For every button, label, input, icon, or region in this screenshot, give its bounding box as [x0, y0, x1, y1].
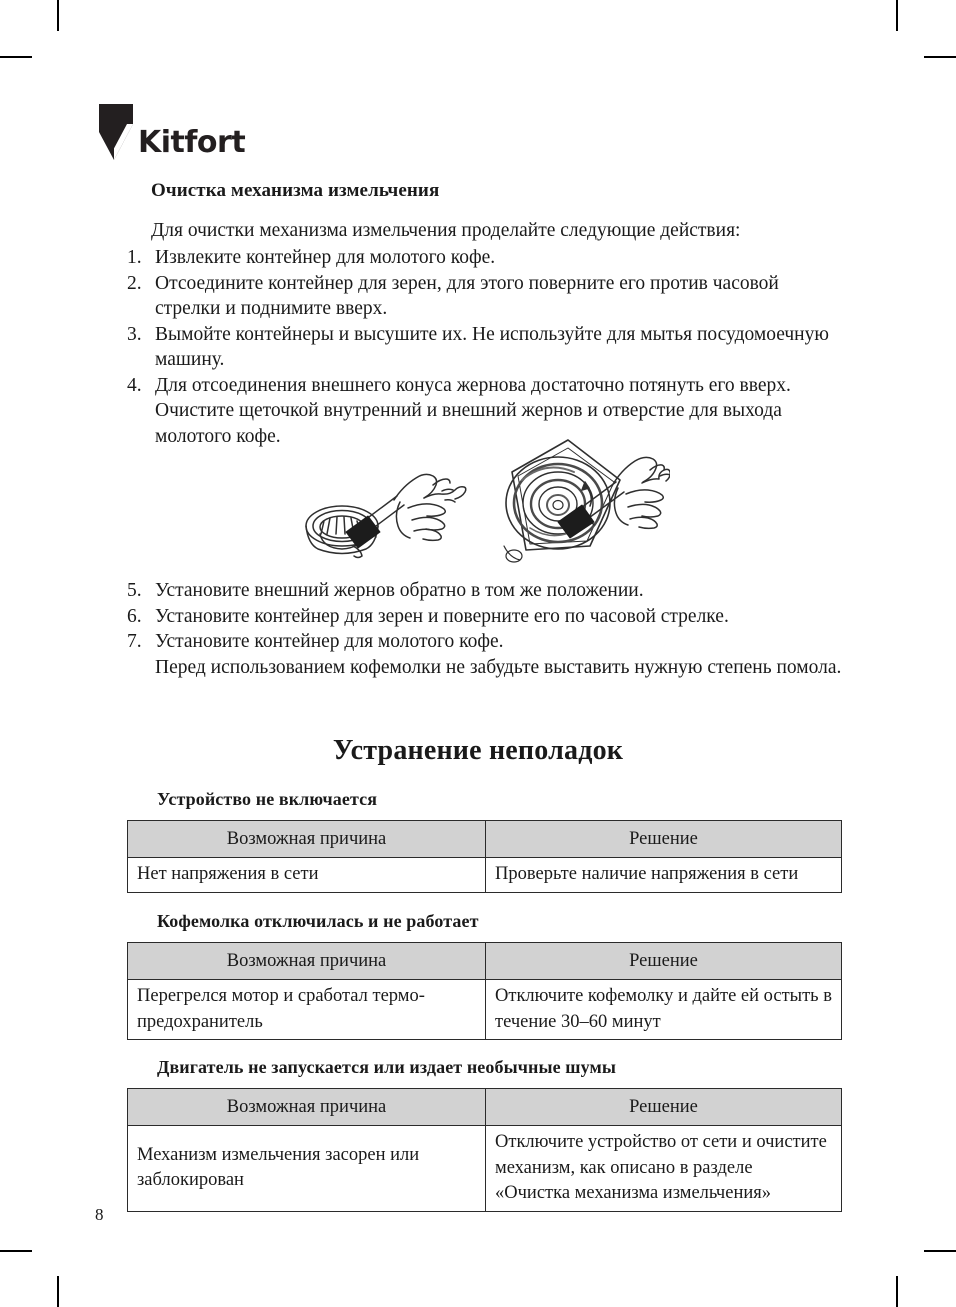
troubleshooting-block-heading-3: Двигатель не запускается или издает необычные шумы	[157, 1057, 616, 1077]
crop-mark-bottom-right-horizontal	[924, 1250, 956, 1252]
list-item	[127, 271, 843, 322]
list-item-number: 6.	[127, 605, 142, 627]
table-header-row	[128, 1089, 842, 1126]
table-header-row	[128, 943, 842, 980]
figure-inner-burr	[504, 440, 670, 562]
list-item	[127, 604, 843, 630]
list-item-number: 7.	[127, 631, 142, 652]
list-item-number: 5.	[127, 580, 142, 601]
list-item-text: Отсоедините контейнер для зерен, для этого поверните его против часовой стрелки и поднимите вверх.	[155, 272, 779, 319]
section-intro: Для очистки механизма измельчения проделайте следующие действия:	[151, 220, 741, 241]
list-item	[127, 245, 843, 271]
column-header-solution: Решение	[486, 1089, 842, 1126]
column-header-solution: Решение	[486, 821, 842, 858]
list-item-text: Установите контейнер для молотого кофе.	[155, 631, 504, 652]
brand-wordmark: Kitfort	[138, 125, 246, 160]
column-header-cause: Возможная причина	[128, 943, 486, 980]
column-header-solution: Решение	[486, 943, 842, 980]
figure-outer-burr	[306, 474, 466, 557]
section-heading: Очистка механизма измельчения	[151, 180, 440, 201]
table-row	[128, 980, 842, 1040]
page-number: 8	[95, 1205, 104, 1224]
cell-solution: Отключите устройство от сети и очистите механизм, как описано в разделе «Очистка механизма измельчения»	[486, 1126, 842, 1212]
brand-logo	[97, 96, 337, 162]
list-item	[127, 322, 843, 373]
column-header-cause: Возможная причина	[128, 821, 486, 858]
cleaning-steps-list-part2	[127, 578, 843, 680]
crop-mark-top-right-horizontal	[924, 56, 956, 58]
kitfort-logo-mark-icon	[97, 102, 135, 162]
list-item-text: Установите внешний жернов обратно в том же положении.	[155, 580, 644, 601]
crop-mark-top-right-vertical	[896, 0, 898, 31]
cleaning-illustrations	[290, 428, 670, 576]
list-item-text: Извлеките контейнер для молотого кофе.	[155, 247, 496, 268]
cell-solution: Отключите кофемолку и дайте ей остыть в течение 30–60 минут	[486, 980, 842, 1040]
table-header-row	[128, 821, 842, 858]
page-title: Устранение неполадок	[332, 735, 624, 766]
troubleshooting-table-2	[127, 942, 842, 1040]
column-header-cause: Возможная причина	[128, 1089, 486, 1126]
closing-note: Перед использованием кофемолки не забудьте выставить нужную степень помола.	[155, 656, 842, 678]
cell-cause: Перегрелся мотор и сработал термо-предохранитель	[128, 980, 486, 1040]
list-item	[127, 629, 843, 655]
list-item-text: Установите контейнер для зерен и поверните его по часовой стрелке.	[155, 605, 729, 627]
troubleshooting-table-1	[127, 820, 842, 893]
list-item-text: Для отсоединения внешнего конуса жернова достаточно потянуть его вверх. Очистите щеточкой внутренний и внешний жернов и отверстие для выхода молотого кофе.	[155, 374, 791, 447]
crop-mark-top-left-horizontal	[0, 56, 32, 58]
troubleshooting-block-heading-2: Кофемолка отключилась и не работает	[157, 911, 479, 931]
table-row	[128, 1126, 842, 1212]
list-item	[127, 578, 843, 604]
list-item-number: 3.	[127, 323, 142, 345]
cell-cause: Механизм измельчения засорен или заблокирован	[128, 1126, 486, 1212]
crop-mark-top-left-vertical	[57, 0, 59, 31]
table-row	[128, 858, 842, 893]
list-item-number: 2.	[127, 272, 142, 294]
cell-solution: Проверьте наличие напряжения в сети	[486, 858, 842, 893]
list-item-text: Вымойте контейнеры и высушите их. Не используйте для мытья посудомоечную машину.	[155, 323, 829, 370]
cleaning-steps-list-part1	[127, 245, 843, 449]
list-item-number: 4.	[127, 374, 142, 396]
brush-cleaning-illustration-svg	[290, 428, 670, 576]
list-item-number: 1.	[127, 247, 142, 268]
crop-mark-bottom-right-vertical	[896, 1276, 898, 1307]
cell-cause: Нет напряжения в сети	[128, 858, 486, 893]
crop-mark-bottom-left-vertical	[57, 1276, 59, 1307]
troubleshooting-block-heading-1: Устройство не включается	[157, 789, 378, 809]
crop-mark-bottom-left-horizontal	[0, 1250, 32, 1252]
troubleshooting-table-3	[127, 1088, 842, 1212]
